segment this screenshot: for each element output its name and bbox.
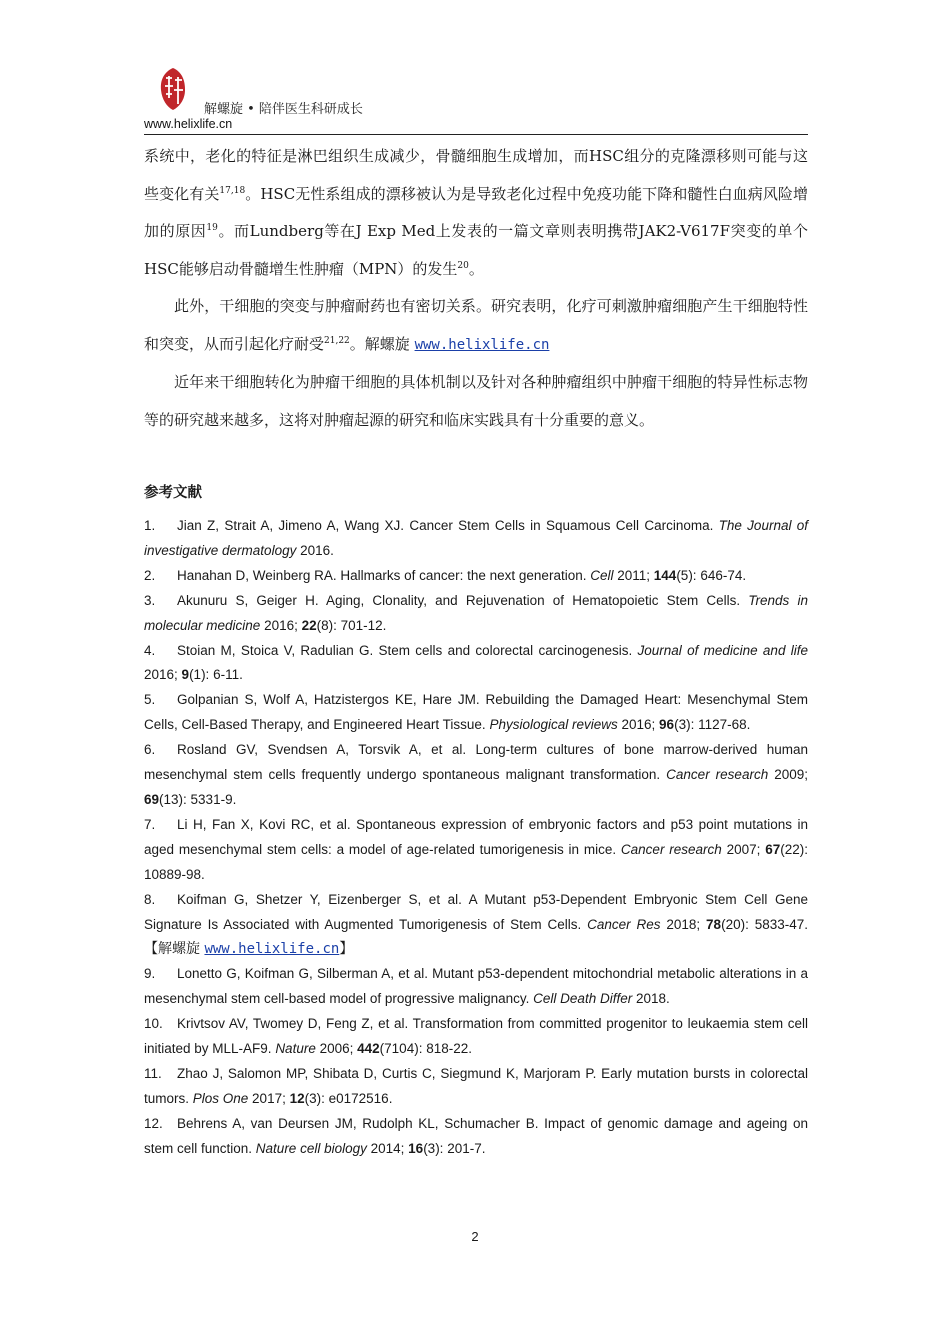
reference-item: 6. Rosland GV, Svendsen A, Torsvik A, et al. Long-term cultures of bone marrow-derived human mesenchymal stem cells frequently undergo spontaneous malignant transformation. Cancer research 2009; 69(13): 5331-9. — [144, 742, 808, 807]
citation[interactable]: 20 — [457, 260, 469, 271]
citation[interactable]: 19 — [206, 223, 218, 233]
citation[interactable]: 17,18 — [219, 185, 246, 196]
reference-item: 7. Li H, Fan X, Kovi RC, et al. Spontaneous expression of embryonic factors and p53 point mutations in aged mesenchymal stem cells: a model of age-related tumorigenesis in mice. Cancer research 2007; 67(22): 10889-98. — [144, 816, 808, 882]
paragraph-drug-resistance: 此外，干细胞的突变与肿瘤耐药也有密切关系。研究表明，化疗可刺激肿瘤细胞产生干细胞特性和突变，从而引起化疗耐受$^{21,22}$。解螺旋 www.helixlife.cn — [144, 297, 808, 353]
page-number: 2 — [471, 1229, 479, 1244]
helixlife-link[interactable]: www.helixlife.cn — [204, 941, 340, 958]
header-url[interactable]: www.helixlife.cn — [144, 117, 233, 131]
reference-item: 1. Jian Z, Strait A, Jimeno A, Wang XJ. Cancer Stem Cells in Squamous Cell Carcinoma. The Journal of investigative dermatology 2016. — [144, 518, 808, 558]
reference-list — [144, 514, 808, 1162]
reference-item: 10. Krivtsov AV, Twomey D, Feng Z, et al. Transformation from committed progenitor to leukaemia stem cell initiated by MLL-AF9. Nature 2006; 442(7104): 818-22. — [144, 1016, 808, 1057]
reference-item: 3. Akunuru S, Geiger H. Aging, Clonality, and Rejuvenation of Hematopoietic Stem Cells. Trends in molecular medicine 2016; 22(8): 701-12. — [144, 592, 808, 633]
header-tagline: 解螺旋 • 陪伴医生科研成长 — [204, 102, 363, 117]
helixlife-note: 【解螺旋 www.helixlife.cn】 — [144, 941, 354, 958]
citation[interactable]: 21,22 — [324, 335, 350, 346]
paragraph-hsc-aging: 系统中，老化的特征是淋巴组织生成减少，骨髓细胞生成增加，而HSC组分的克隆漂移则可能与这些变化有关$^{17,18}$。HSC无性系组成的漂移被认为是导致老化过程中免疫功能下降和髓性白血病风险增加的原因$^{19}$。而Lundberg等在J Exp Med上发表的一篇文章则表明携带JAK2-V617F突变的单个HSC能够启动骨髓增生性肿瘤（MPN）的发生$^{20}$。 — [144, 147, 808, 278]
references-heading: 参考文献 — [144, 485, 202, 501]
reference-item: 9. Lonetto G, Koifman G, Silberman A, et al. Mutant p53-dependent mitochondrial metabolic alterations in a mesenchymal stem cell-based model of progressive malignancy. Cell Death Differ 2018. — [144, 966, 808, 1007]
reference-item: 5. Golpanian S, Wolf A, Hatzistergos KE, Hare JM. Rebuilding the Damaged Heart: Mesenchymal Stem Cells, Cell-Based Therapy, and Engineered Heart Tissue. Physiological reviews 2016; 96(3): 1127-68. — [144, 692, 808, 733]
reference-item: 4. Stoian M, Stoica V, Radulian G. Stem cells and colorectal carcinogenesis. Journal of medicine and life 2016; 9(1): 6-11. — [144, 642, 808, 683]
page-body — [144, 138, 808, 1162]
helixlife-logo-icon — [158, 66, 188, 112]
helixlife-link[interactable]: www.helixlife.cn — [414, 336, 550, 353]
reference-item: 12. Behrens A, van Deursen JM, Rudolph KL, Schumacher B. Impact of genomic damage and ageing on stem cell function. Nature cell biology 2014; 16(3): 201-7. — [144, 1115, 808, 1156]
paragraph-conclusion: 近年来干细胞转化为肿瘤干细胞的具体机制以及针对各种肿瘤组织中肿瘤干细胞的特异性标志物等的研究越来越多，这将对肿瘤起源的研究和临床实践具有十分重要的意义。 — [144, 373, 808, 429]
reference-item: 8. Koifman G, Shetzer Y, Eizenberger S, et al. A Mutant p53-Dependent Embryonic Stem Cell Gene Signature Is Associated with Augmented Tumorigenesis of Stem Cells. Cancer Res 2018; 78(20): 5833-47. 【解螺旋 www.helixlife.cn】 — [144, 891, 809, 958]
reference-item: 11. Zhao J, Salomon MP, Shibata D, Curtis C, Siegmund K, Marjoram P. Early mutation bursts in colorectal tumors. Plos One 2017; 12(3): e0172516. — [144, 1065, 808, 1106]
page-header — [144, 62, 808, 135]
reference-item: 2. Hanahan D, Weinberg RA. Hallmarks of cancer: the next generation. Cell 2011; 144(5): 646-74. — [144, 567, 747, 583]
